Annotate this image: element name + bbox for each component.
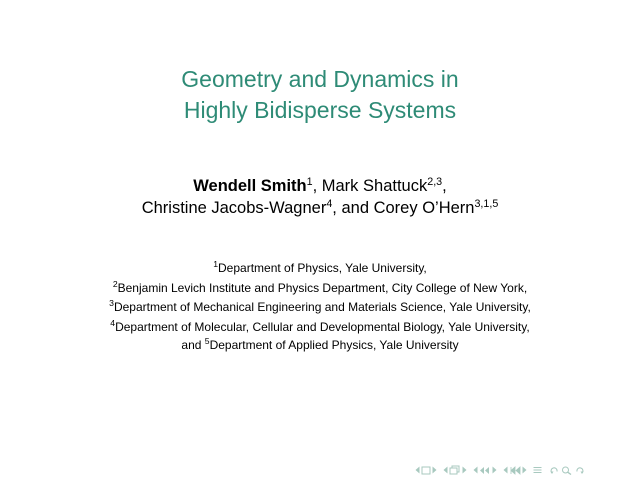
nav-section-next-icon[interactable] <box>492 466 497 474</box>
affiliation-text: Benjamin Levich Institute and Physics Department, City College of New York, <box>117 281 528 295</box>
nav-frame-next-icon[interactable] <box>432 466 437 474</box>
author-affiliation-mark: 4 <box>326 198 333 211</box>
affiliation-mark: 5 <box>204 335 210 346</box>
nav-back-icon[interactable] <box>548 466 560 475</box>
affiliation-1 <box>0 260 640 276</box>
author-separator: , <box>312 177 322 195</box>
author-affiliation-mark: 1 <box>306 176 313 189</box>
nav-section-prev-icon[interactable] <box>473 466 478 474</box>
slide-title-line-2: Highly Bidisperse Systems <box>183 97 457 123</box>
affiliation-mark: 1 <box>213 258 219 269</box>
author-line-1 <box>0 175 640 197</box>
author-affiliation-mark: 3,1,5 <box>474 198 499 211</box>
affiliation-prefix: and <box>181 338 205 352</box>
slide-title-line-1: Geometry and Dynamics in <box>181 66 459 92</box>
author-name: Christine Jacobs-Wagner <box>141 199 327 217</box>
author-separator: , <box>442 177 447 195</box>
author-name: Wendell Smith <box>193 177 307 195</box>
affiliation-4 <box>0 319 640 335</box>
nav-subsection-prev-icon[interactable] <box>443 466 448 474</box>
affiliation-mark: 2 <box>112 278 118 289</box>
nav-doc-icon[interactable] <box>509 466 521 475</box>
nav-frame-prev-icon[interactable] <box>415 466 420 474</box>
affiliation-mark: 4 <box>110 317 116 328</box>
author-affiliation-mark: 2,3 <box>427 176 443 189</box>
beamer-navigation-bar <box>415 464 586 476</box>
author-name: Mark Shattuck <box>321 177 428 195</box>
nav-align-icon[interactable] <box>533 466 542 474</box>
nav-doc-prev-icon[interactable] <box>503 466 508 474</box>
affiliation-text: Department of Molecular, Cellular and Developmental Biology, Yale University, <box>115 320 530 334</box>
nav-subsection-icon[interactable] <box>449 465 461 475</box>
nav-forward-icon[interactable] <box>574 466 586 475</box>
affiliation-2 <box>0 280 640 296</box>
affiliation-3 <box>0 299 640 315</box>
author-separator: , and <box>332 199 374 217</box>
nav-doc-next-icon[interactable] <box>522 466 527 474</box>
nav-search-icon[interactable] <box>561 466 573 475</box>
affiliation-text: Department of Mechanical Engineering and Materials Science, Yale University, <box>113 300 531 314</box>
nav-frame-icon[interactable] <box>421 466 431 475</box>
author-name: Corey O’Hern <box>373 199 475 217</box>
affiliation-text: Department of Applied Physics, Yale University <box>209 338 459 352</box>
affiliation-text: Department of Physics, Yale University, <box>218 261 427 275</box>
affiliation-5 <box>0 337 640 353</box>
nav-section-icon[interactable] <box>479 466 491 475</box>
nav-subsection-next-icon[interactable] <box>462 466 467 474</box>
author-line-2 <box>0 197 640 219</box>
affiliation-mark: 3 <box>109 297 114 308</box>
